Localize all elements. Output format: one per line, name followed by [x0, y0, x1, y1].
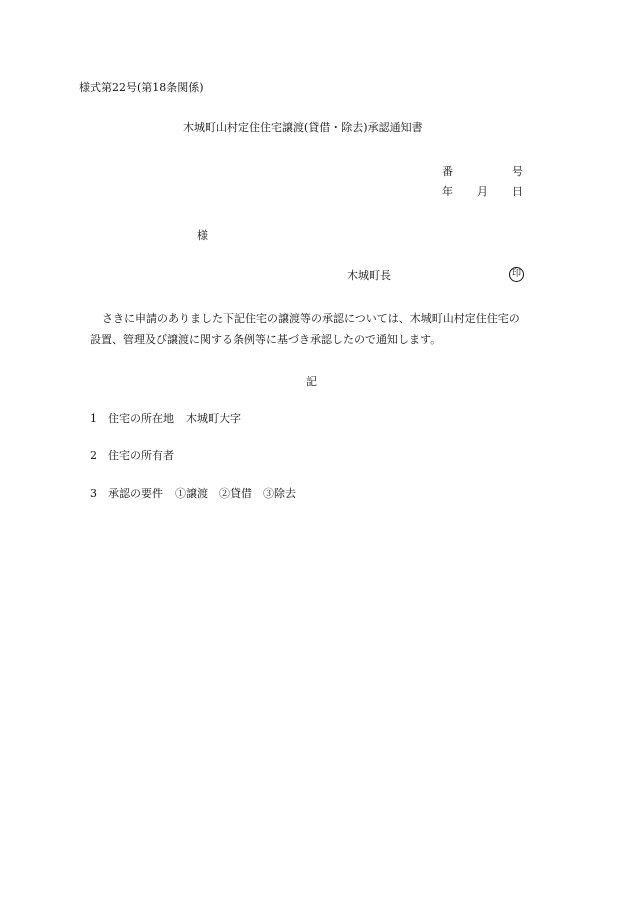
item-approval-requirements	[90, 487, 296, 501]
item-owner	[90, 449, 186, 463]
addressee-honorific: 様	[197, 229, 208, 242]
item-number: 2	[90, 449, 97, 462]
document-title: 木城町山村定住住宅譲渡(貸借・除去)承認通知書	[183, 121, 423, 134]
item-value: ①譲渡 ②貸借 ③除去	[175, 487, 296, 500]
body-text-line-1: さきに申請のありました下記住宅の譲渡等の承認については、木城町山村定住住宅の	[102, 312, 520, 325]
date-day-label: 日	[512, 185, 523, 198]
item-label: 住宅の所在地	[108, 412, 174, 425]
ki-heading: 記	[306, 375, 317, 388]
issuer-name: 木城町長	[347, 269, 391, 282]
item-number: 1	[90, 412, 97, 425]
item-value: 木城町大字	[186, 412, 241, 425]
seal-icon: 印	[509, 267, 524, 282]
item-label: 承認の要件	[108, 487, 163, 500]
reference-number-label: 番	[442, 165, 453, 178]
item-number: 3	[90, 487, 97, 500]
date-year-label: 年	[442, 185, 453, 198]
reference-number-suffix: 号	[512, 165, 523, 178]
item-label: 住宅の所有者	[108, 449, 174, 462]
item-location	[90, 412, 241, 426]
form-number: 様式第22号(第18条関係)	[79, 81, 204, 94]
body-text-line-2: 設置、管理及び譲渡に関する条例等に基づき承認したので通知します。	[90, 333, 442, 346]
date-month-label: 月	[477, 185, 488, 198]
